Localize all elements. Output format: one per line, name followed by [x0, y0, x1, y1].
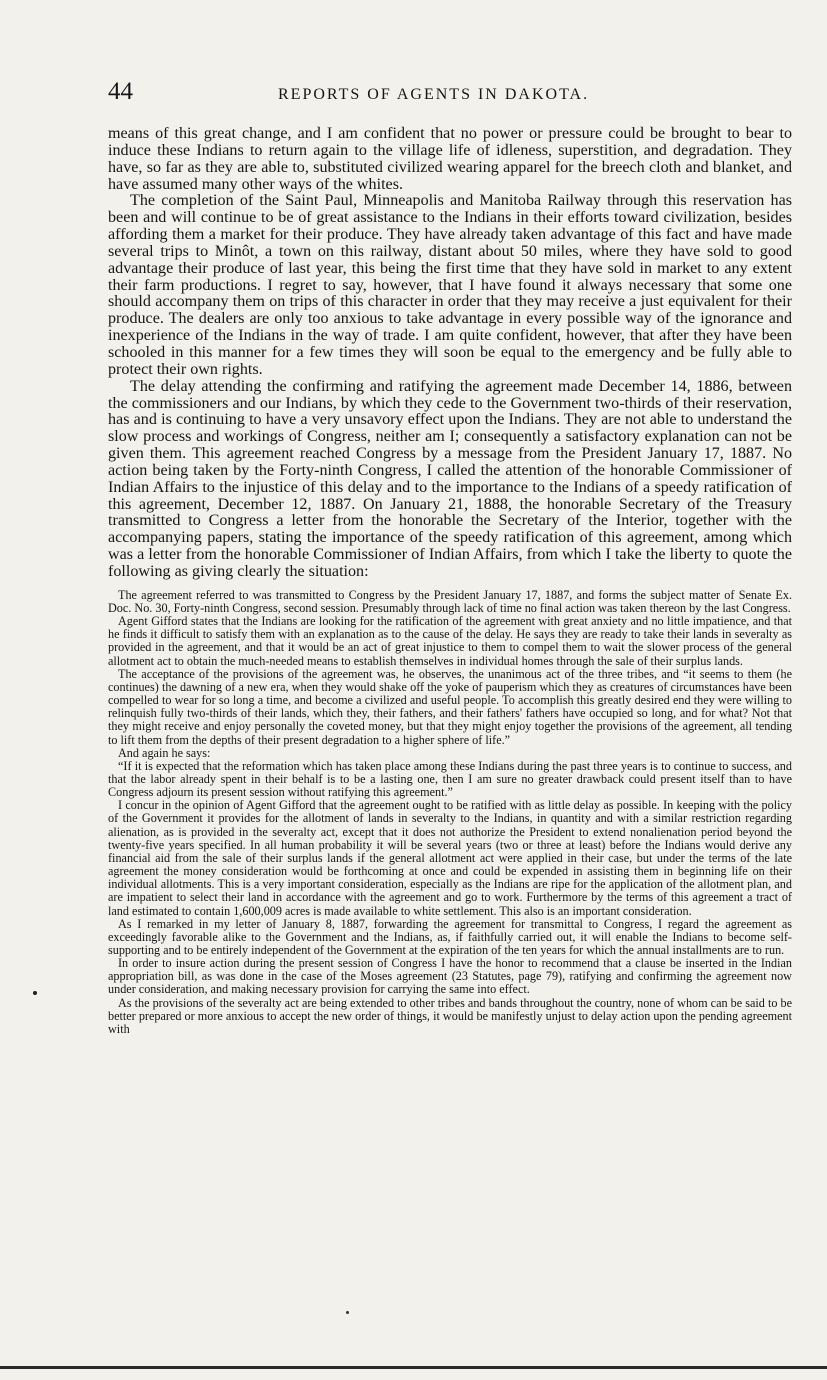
quote-paragraph: Agent Gifford states that the Indians are looking for the ratification of the agreement with great anxiety and no little impatience, and that he finds it difficult to satisfy them with an explanation as to the cause of the delay. He says they are ready to take their lands in severalty as provided in the agreement, and that it would be an act of great injustice to them to compel them to wait the slower process of the general allotment act to obtain the much-needed means to establish themselves in individual homes through the sale of their surplus lands. [108, 614, 792, 668]
quote-paragraph: “If it is expected that the reformation which has taken place among these Indians during the past three years is to continue to success, and that the labor already spent in their behalf is to be a lasting one, then I am sure no greater drawback could present itself than to have Congress adjourn its present session without ratifying this agreement.” [108, 758, 792, 800]
scan-edge-rule [0, 1366, 827, 1369]
quoted-letter [108, 589, 792, 1036]
quote-paragraph: As the provisions of the severalty act are being extended to other tribes and bands throughout the country, none of whom can be said to be better prepared or more anxious to accept the new order of things, it would be manifestly unjust to delay action upon the pending agreement with [108, 995, 792, 1036]
quote-paragraph: I concur in the opinion of Agent Gifford that the agreement ought to be ratified with as little delay as possible. In keeping with the policy of the Government it provides for the allotment of lands in severalty to the Indians, in quantity and with a similar restriction regarding alienation, as is provided in the severalty act, except that it does not authorize the President to extend nonalienation period beyond the twenty-five years specified. In all human probability it will be several years (two or three at least) before the Indians would derive any financial aid from the sale of their surplus lands if the general allotment act were applied in their case, but under the terms of the late agreement the money consideration would be forthcoming at once and could be expended in assisting them in beginning life on their individual allotments. This is a very important consideration, especially as the Indians are ripe for the application of the allotment plan, and are impatient to select their land in accordance with the agreement and go to work. Furthermore by the terms of this agreement a tract of land estimated to contain 1,600,009 acres is made available to white settlement. This also is an important consideration. [108, 798, 792, 918]
quote-paragraph: In order to insure action during the present session of Congress I have the honor to recommend that a clause be inserted in the Indian appropriation bill, as was done in the case of the Moses agreement (23 Statutes, page 79), ratifying and confirming the agreement now under consideration, and making necessary provision for carrying the same into effect. [108, 956, 792, 997]
quote-paragraph: The acceptance of the provisions of the agreement was, he observes, the unanimous act of the three tribes, and “it seems to them (he continues) the dawning of a new era, when they would shake off the yoke of pauperism which they as creatures of circumstances have been compelled to wear for so long a time, and become a civilized and useful people. To accomplish this greatly desired end they were willing to relinquish fully two-thirds of their lands, which they, their fathers, and their fathers' fathers have occupied so long, and for what? Not that they might receive and enjoy personally the coveted money, but that they might enjoy together the provisions of the agreement, all tending to lift them from the depths of their present degradation to a higher sphere of life.” [108, 666, 792, 747]
main-text [108, 126, 792, 581]
paragraph: The completion of the Saint Paul, Minneapolis and Manitoba Railway through this reservation has been and will continue to be of great assistance to the Indians in their efforts toward civilization, besides affording them a market for their produce. They have already taken advantage of this fact and have made several trips to Minôt, a town on this railway, distant about 50 miles, where they have sold to good advantage their produce of last year, this being the first time that they have sold in market to any extent their farm productions. I regret to say, however, that I have found it always necessary that some one should accompany them on trips of this character in order that they may receive a just equivalent for their produce. The dealers are only too anxious to take advantage in every possible way of the ignorance and inexperience of the Indians in the way of trade. I am quite confident, however, that after they have been schooled in this manner for a few times they will soon be equal to the emergency and be fully able to protect their own rights. [108, 192, 792, 378]
page-header [108, 78, 792, 114]
running-title: REPORTS OF AGENTS IN DAKOTA. [278, 86, 590, 103]
ink-speck [33, 991, 37, 995]
paragraph: means of this great change, and I am confident that no power or pressure could be brought to bear to induce these Indians to return again to the village life of idleness, superstition, and degradation. They have, so far as they are able to, substituted civilized wearing apparel for the breech cloth and blanket, and have assumed many other ways of the whites. [108, 125, 792, 193]
ink-speck [346, 1311, 349, 1314]
document-page [108, 78, 792, 1036]
quote-paragraph: As I remarked in my letter of January 8, 1887, forwarding the agreement for transmittal to Congress, I regard the agreement as exceedingly favorable alike to the Government and the Indians, as, if faithfully carried out, it will enable the Indians to become self-supporting and to be entirely independent of the Government at the expiration of the ten years for which the annual installments are to run. [108, 916, 792, 957]
page-number: 44 [108, 78, 133, 105]
quote-paragraph: The agreement referred to was transmitted to Congress by the President January 17, 1887, and forms the subject matter of Senate Ex. Doc. No. 30, Forty-ninth Congress, second session. Presumably through lack of time no final action was taken thereon by the last Congress. [108, 587, 792, 615]
paragraph: The delay attending the confirming and ratifying the agreement made December 14, 1886, between the commissioners and our Indians, by which they cede to the Government two-thirds of their reservation, has and is continuing to have a very unsavory effect upon the Indians. They are not able to understand the slow process and workings of Congress, neither am I; consequently a satisfactory explanation can not be given them. This agreement reached Congress by a message from the President January 17, 1887. No action being taken by the Forty-ninth Congress, I called the attention of the honorable Commissioner of Indian Affairs to the injustice of this delay and to the importance to the Indians of a speedy ratification of this agreement, December 12, 1887. On January 21, 1888, the honorable Secretary of the Treasury transmitted to Congress a letter from the honorable the Secretary of the Interior, together with the accompanying papers, stating the importance of the speedy ratification of this agreement, among which was a letter from the honorable Commissioner of Indian Affairs, from which I take the liberty to quote the following as giving clearly the situation: [108, 377, 792, 580]
quote-paragraph: And again he says: [118, 745, 211, 760]
